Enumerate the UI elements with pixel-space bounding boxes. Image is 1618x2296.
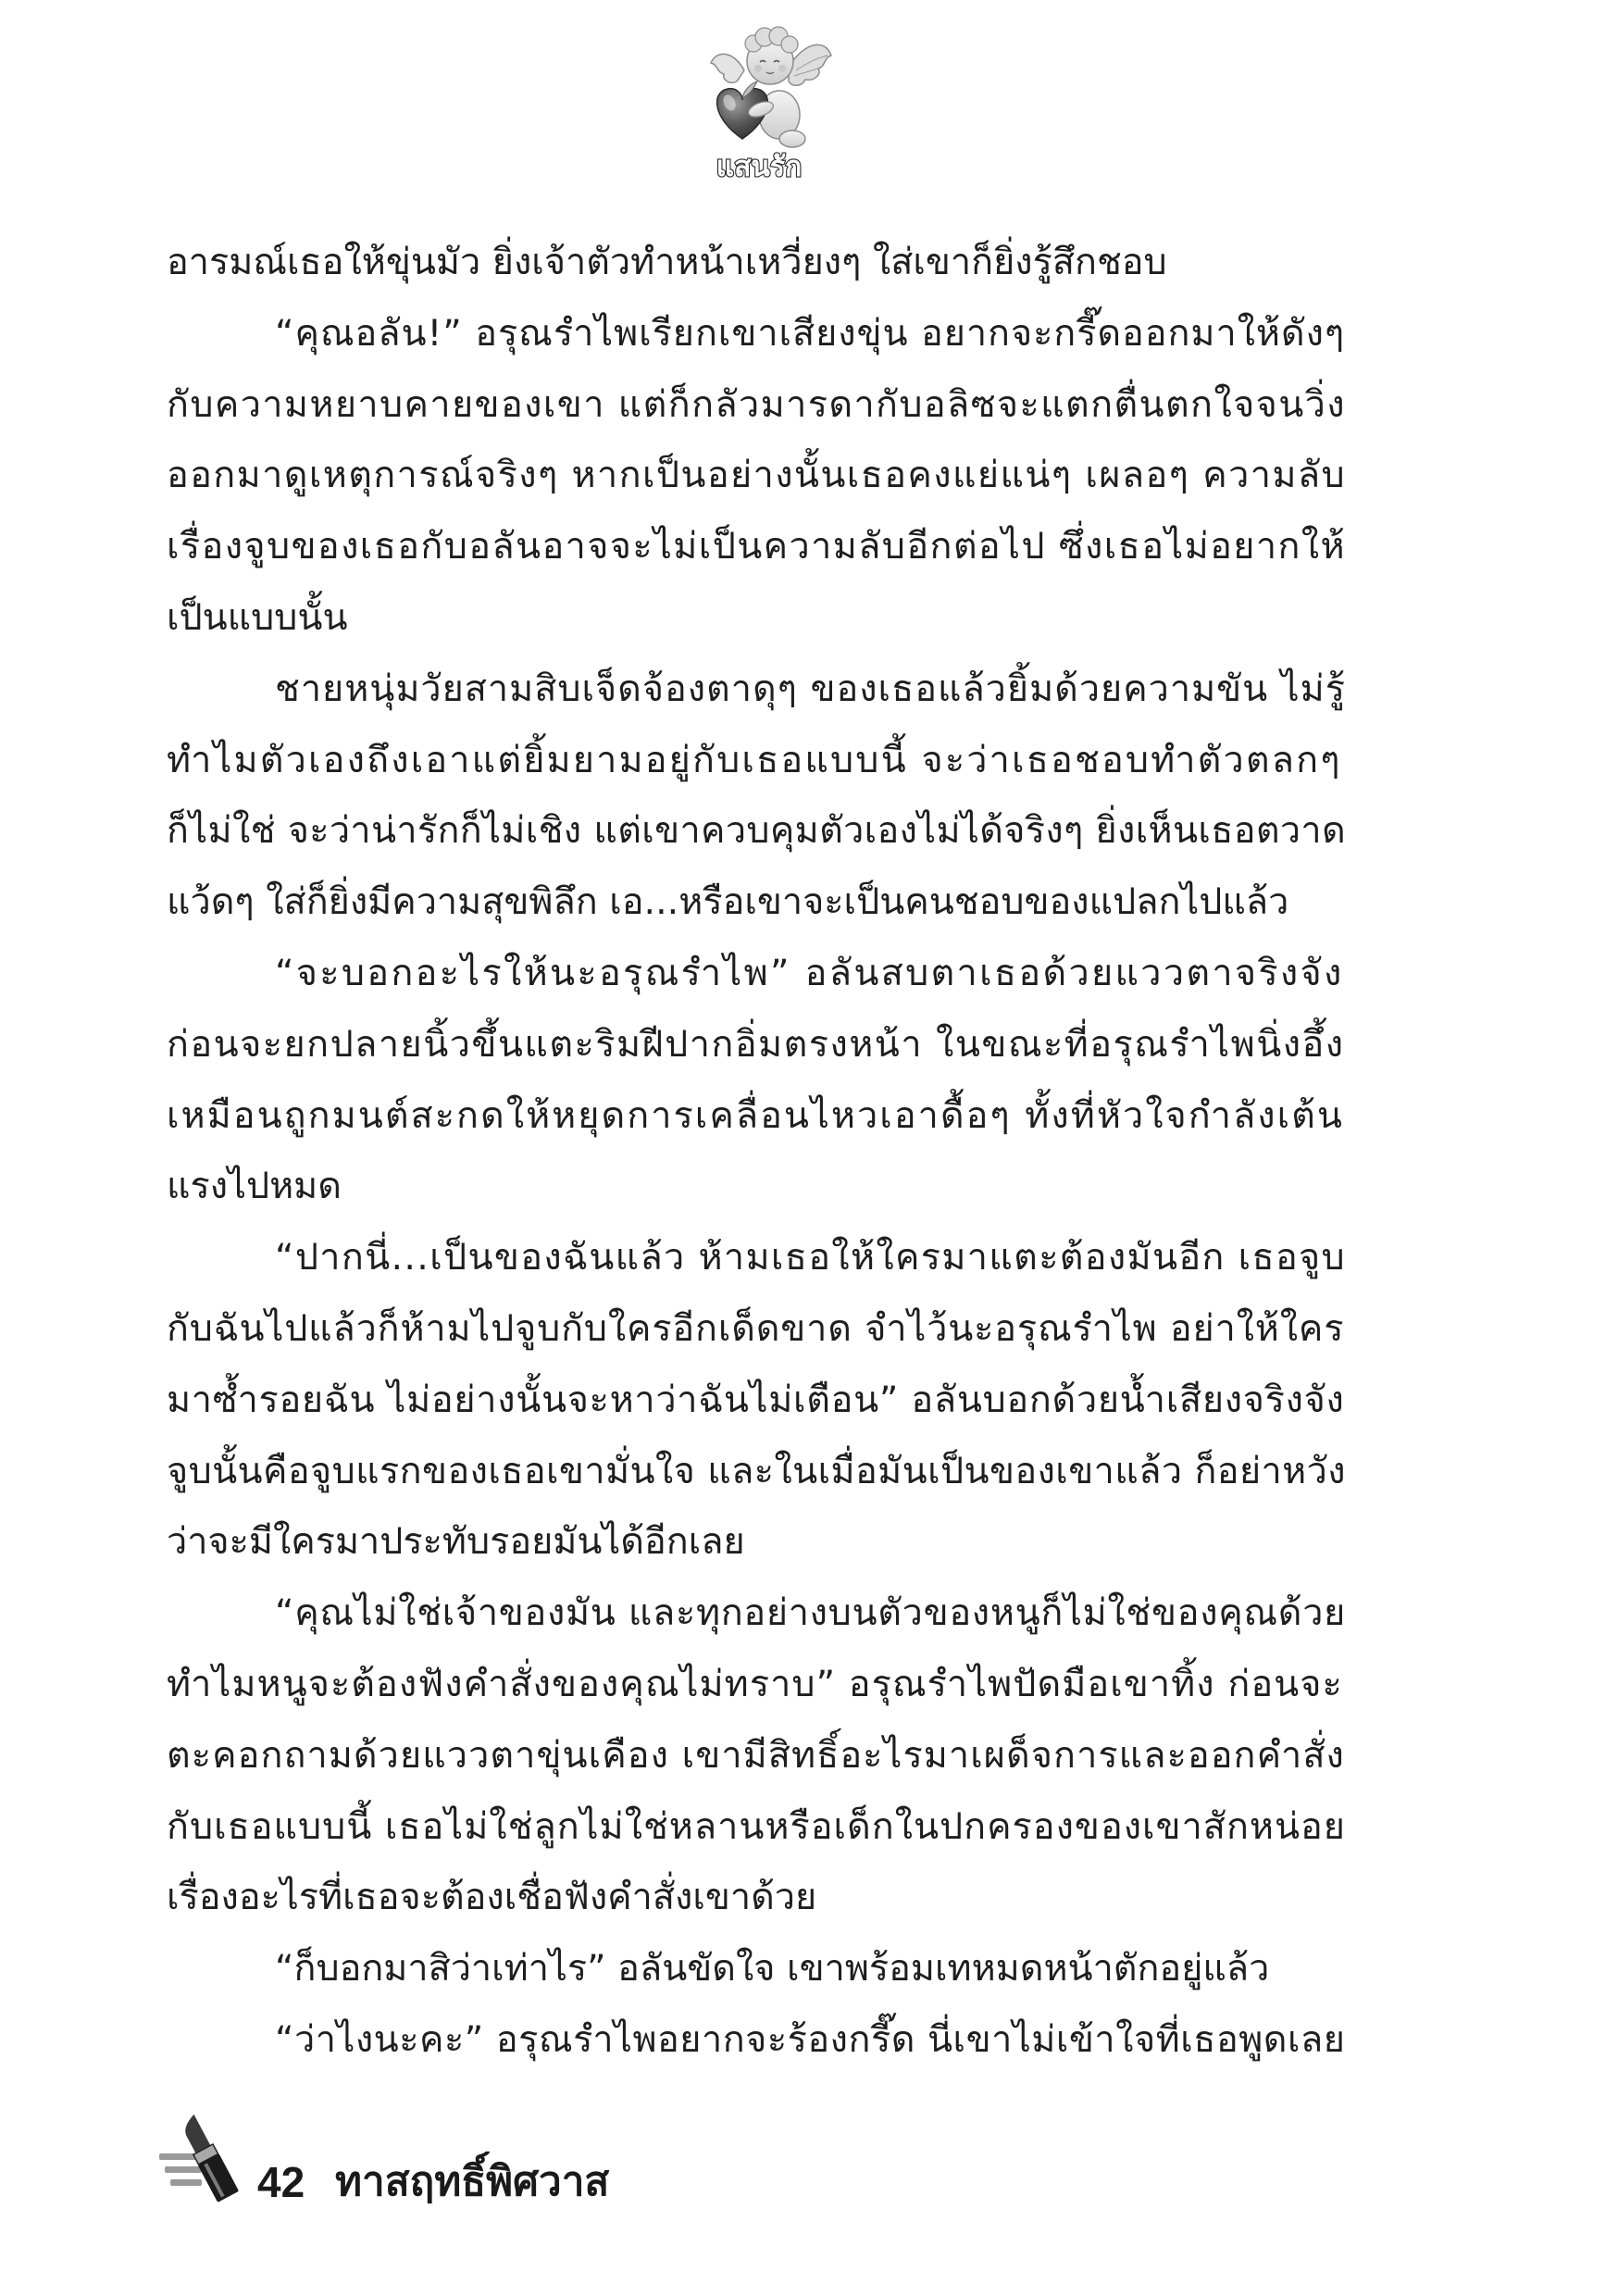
text-line: [167, 654, 1346, 725]
paragraph: [167, 1933, 1346, 2004]
text-line: [167, 511, 1346, 582]
text-line: [167, 1720, 1346, 1791]
line-text: อารมณ์เธอให้ขุ่นมัว ยิ่งเจ้าตัวทำหน้าเหวี่ยงๆ ใส่เขาก็ยิ่งรู้สึกชอบ: [167, 241, 1167, 283]
text-line: [167, 298, 1346, 369]
lipstick-icon: [159, 2113, 243, 2209]
line-text: เรื่องอะไรที่เธอจะต้องเชื่อฟังคำสั่งเขาด้วย: [167, 1876, 817, 1919]
line-text: “ก็บอกมาสิว่าเท่าไร” อลันขัดใจ เขาพร้อมเทหมดหน้าตักอยู่แล้ว: [275, 1947, 1270, 1990]
text-line: [167, 1293, 1346, 1365]
text-line: [167, 1009, 1346, 1080]
line-text: เป็นแบบนั้น: [167, 595, 348, 639]
line-text: กับฉันไปแล้วก็ห้ามไปจูบกับใครอีกเด็ดขาด จำไว้นะอรุณรำไพ อย่าให้ใคร: [167, 1306, 1345, 1350]
logo-text: แสนรัก: [716, 151, 803, 183]
line-text: ชายหนุ่มวัยสามสิบเจ็ดจ้องตาดุๆ ของเธอแล้วยิ้มด้วยความขัน ไม่รู้: [275, 667, 1346, 710]
text-line: [167, 725, 1346, 796]
line-text: ก่อนจะยกปลายนิ้วขึ้นแตะริมฝีปากอิ่มตรงหน้า ในขณะที่อรุณรำไพนิ่งอึ้ง: [167, 1022, 1345, 1066]
line-text: เหมือนถูกมนต์สะกดให้หยุดการเคลื่อนไหวเอาดื้อๆ ทั้งที่หัวใจกำลังเต้น: [167, 1093, 1344, 1137]
paragraph: [167, 654, 1346, 938]
text-line: [167, 1222, 1346, 1293]
page-number: 42: [257, 2158, 305, 2206]
line-text: มาซ้ำรอยฉัน ไม่อย่างนั้นจะหาว่าฉันไม่เตือน” อลันบอกด้วยน้ำเสียงจริงจัง: [167, 1378, 1345, 1421]
line-text: “ปากนี่...เป็นของฉันแล้ว ห้ามเธอให้ใครมาแตะต้องมันอีก เธอจูบ: [275, 1236, 1346, 1279]
text-line: [167, 867, 1346, 938]
text-line: [167, 440, 1346, 511]
line-text: ก็ไม่ใช่ จะว่าน่ารักก็ไม่เชิง แต่เขาควบคุมตัวเองไม่ได้จริงๆ ยิ่งเห็นเธอตวาด: [167, 809, 1346, 853]
line-text: ตะคอกถามด้วยแววตาขุ่นเคือง เขามีสิทธิ์อะไรมาเผด็จการและออกคำสั่ง: [167, 1733, 1345, 1777]
line-text: “คุณอลัน!” อรุณรำไพเรียกเขาเสียงขุ่น อยากจะกรี๊ดออกมาให้ดังๆ: [275, 311, 1346, 355]
paragraph: [167, 227, 1346, 298]
text-line: [167, 1791, 1346, 1863]
line-text: “จะบอกอะไรให้นะอรุณรำไพ” อลันสบตาเธอด้วยแววตาจริงจัง: [275, 951, 1344, 994]
text-line: [167, 938, 1346, 1009]
line-text: ออกมาดูเหตุการณ์จริงๆ หากเป็นอย่างนั้นเธอคงแย่แน่ๆ เผลอๆ ความลับ: [167, 454, 1346, 497]
paragraph: [167, 2004, 1346, 2076]
line-text: กับความหยาบคายของเขา แต่ก็กลัวมารดากับอลิซจะแตกตื่นตกใจจนวิ่ง: [167, 382, 1346, 426]
line-text: แรงไปหมด: [167, 1165, 342, 1208]
text-line: [167, 582, 1346, 654]
paragraph: [167, 1578, 1346, 1933]
text-line: [167, 1436, 1346, 1507]
line-text: “ว่าไงนะคะ” อรุณรำไพอยากจะร้องกรี๊ด นี่เขาไม่เข้าใจที่เธอพูดเลย: [275, 2017, 1346, 2061]
text-line: [167, 1933, 1346, 2004]
page-footer: [159, 2113, 826, 2209]
line-text: แว้ดๆ ใส่ก็ยิ่งมีความสุขพิลึก เอ...หรือเขาจะเป็นคนชอบของแปลกไปแล้ว: [167, 880, 1289, 924]
paragraph: [167, 298, 1346, 654]
paragraph: [167, 1222, 1346, 1578]
line-text: กับเธอแบบนี้ เธอไม่ใช่ลูกไม่ใช่หลานหรือเด็กในปกครองของเขาสักหน่อย: [167, 1804, 1346, 1848]
line-text: เรื่องจูบของเธอกับอลันอาจจะไม่เป็นความลับอีกต่อไป ซึ่งเธอไม่อยากให้: [167, 525, 1346, 568]
book-title: ทาสฤทธิ์พิศวาส: [335, 2158, 610, 2205]
text-line: [167, 227, 1346, 298]
line-text: ทำไมหนูจะต้องฟังคำสั่งของคุณไม่ทราบ” อรุณรำไพปัดมือเขาทิ้ง ก่อนจะ: [167, 1662, 1343, 1705]
publisher-logo: [696, 13, 835, 185]
text-line: [167, 1649, 1346, 1720]
line-text: ทำไมตัวเองถึงเอาแต่ยิ้มยามอยู่กับเธอแบบนี้ จะว่าเธอชอบทำตัวตลกๆ: [167, 738, 1342, 781]
cupid-heart-icon: [696, 13, 835, 185]
text-line: [167, 1080, 1346, 1152]
line-text: ว่าจะมีใครมาประทับรอยมันได้อีกเลย: [167, 1520, 745, 1564]
line-text: จูบนั้นคือจูบแรกของเธอเขามั่นใจ และในเมื่อมันเป็นของเขาแล้ว ก็อย่าหวัง: [167, 1449, 1346, 1492]
text-line: [167, 1365, 1346, 1436]
text-line: [167, 369, 1346, 441]
text-line: [167, 795, 1346, 867]
wing-left-icon: [711, 54, 744, 82]
text-line: [167, 1578, 1346, 1649]
body-text: [167, 227, 1346, 2076]
text-line: [167, 1862, 1346, 1933]
line-text: “คุณไม่ใช่เจ้าของมัน และทุกอย่างบนตัวของหนูก็ไม่ใช่ของคุณด้วย: [275, 1591, 1346, 1635]
text-line: [167, 2004, 1346, 2076]
paragraph: [167, 938, 1346, 1222]
text-line: [167, 1151, 1346, 1222]
text-line: [167, 1506, 1346, 1578]
